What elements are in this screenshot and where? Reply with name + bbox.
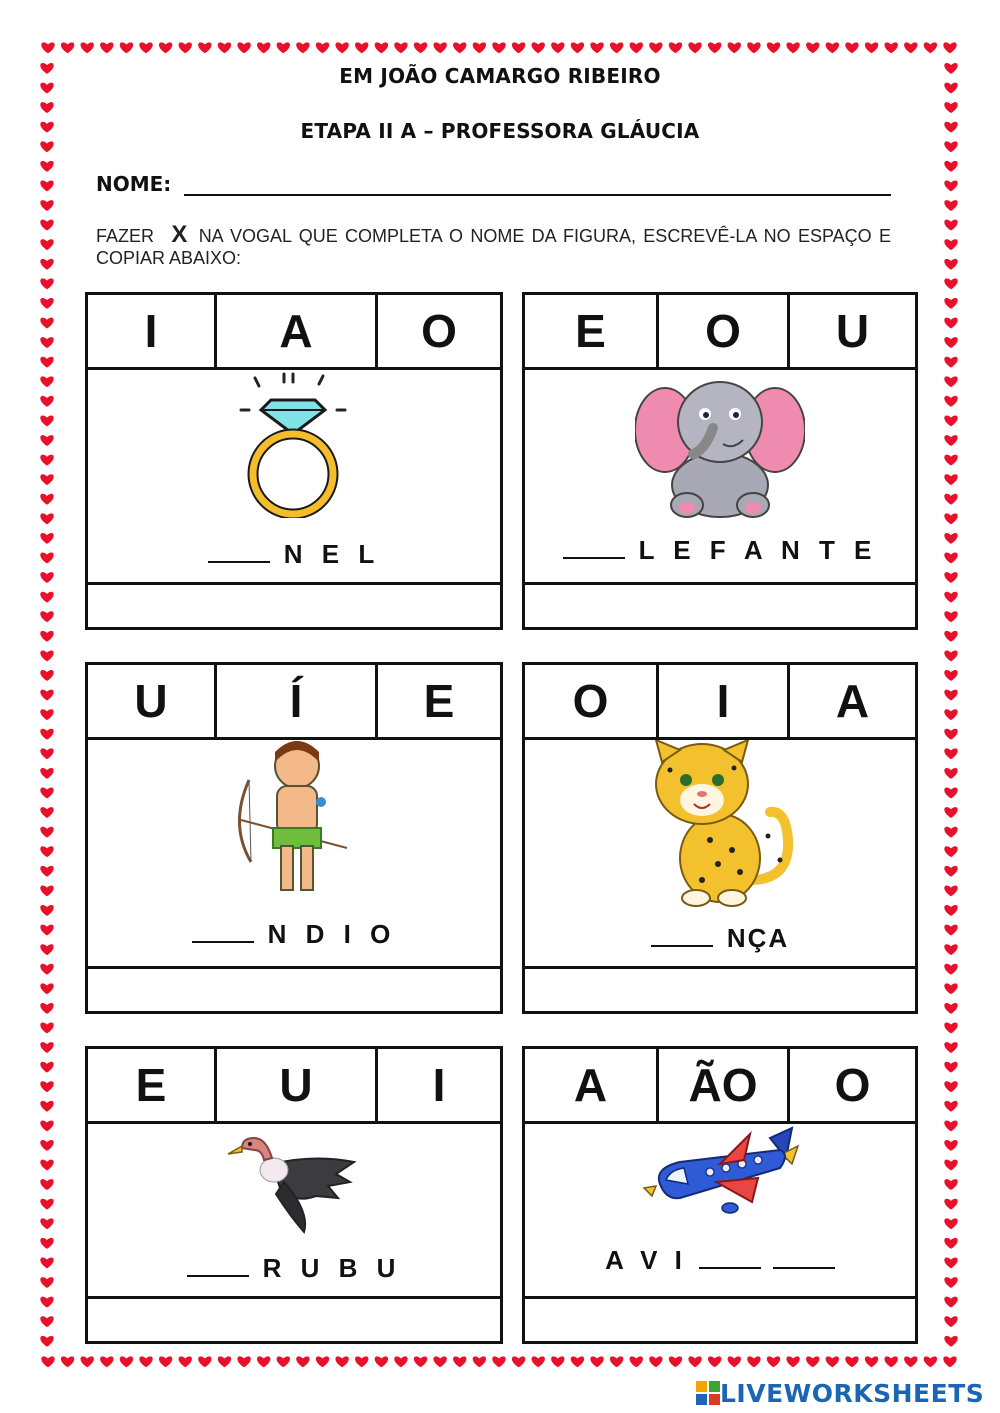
heart-icon bbox=[40, 376, 53, 387]
heart-icon bbox=[40, 748, 53, 759]
ring-picture bbox=[88, 370, 500, 518]
vowel-option[interactable]: O bbox=[572, 675, 609, 727]
heart-icon bbox=[394, 42, 407, 53]
heart-icon bbox=[40, 278, 53, 289]
liveworksheets-watermark bbox=[696, 1378, 996, 1408]
heart-icon bbox=[532, 42, 545, 53]
vowel-option[interactable]: U bbox=[787, 295, 915, 367]
heart-icon bbox=[40, 768, 53, 779]
jaguar-picture bbox=[525, 740, 915, 910]
vowel-option[interactable]: E bbox=[375, 665, 500, 737]
heart-icon bbox=[40, 611, 53, 622]
heart-icon bbox=[944, 474, 957, 485]
heart-icon bbox=[944, 866, 957, 877]
heart-icon bbox=[944, 1081, 957, 1092]
answer-blank[interactable] bbox=[563, 537, 625, 559]
heart-icon bbox=[649, 42, 662, 53]
heart-icon bbox=[473, 42, 486, 53]
heart-icon bbox=[944, 376, 957, 387]
heart-icon bbox=[944, 455, 957, 466]
heart-icon bbox=[610, 1356, 623, 1367]
vowel-option[interactable]: O bbox=[656, 295, 787, 367]
instruction-text bbox=[96, 221, 891, 269]
heart-icon bbox=[198, 42, 211, 53]
heart-icon bbox=[944, 1042, 957, 1053]
heart-icon bbox=[944, 572, 957, 583]
heart-icon bbox=[532, 1356, 545, 1367]
word-airplane bbox=[525, 1245, 915, 1276]
name-row bbox=[96, 172, 891, 200]
heart-icon bbox=[767, 42, 780, 53]
heart-icon bbox=[826, 1356, 839, 1367]
heart-icon bbox=[944, 788, 957, 799]
heart-icon bbox=[708, 42, 721, 53]
heart-icon bbox=[40, 533, 53, 544]
liveworksheets-logo-icon bbox=[696, 1381, 720, 1405]
heart-icon bbox=[944, 827, 957, 838]
heart-icon bbox=[806, 42, 819, 53]
heart-icon bbox=[40, 1218, 53, 1229]
heart-icon bbox=[944, 709, 957, 720]
ring-icon bbox=[219, 370, 369, 518]
heart-icon bbox=[198, 1356, 211, 1367]
heart-icon bbox=[944, 1199, 957, 1210]
heart-icon bbox=[944, 1160, 957, 1171]
heart-icon bbox=[414, 42, 427, 53]
heart-icon bbox=[728, 42, 741, 53]
heart-icon bbox=[845, 1356, 858, 1367]
heart-icon bbox=[277, 42, 290, 53]
copy-box[interactable] bbox=[525, 966, 915, 1011]
heart-icon bbox=[944, 1277, 957, 1288]
heart-icon bbox=[296, 42, 309, 53]
heart-icon bbox=[571, 42, 584, 53]
heart-icon bbox=[40, 239, 53, 250]
heart-icon bbox=[40, 650, 53, 661]
heart-icon bbox=[944, 944, 957, 955]
word-part: N D I O bbox=[267, 919, 397, 949]
heart-icon bbox=[40, 1160, 53, 1171]
heart-icon bbox=[453, 1356, 466, 1367]
heart-icon bbox=[159, 42, 172, 53]
heart-icon bbox=[40, 455, 53, 466]
heart-icon bbox=[492, 1356, 505, 1367]
exercise-card-elephant bbox=[522, 292, 918, 630]
heart-icon bbox=[159, 1356, 172, 1367]
heart-icon bbox=[944, 1316, 957, 1327]
heart-icon bbox=[944, 846, 957, 857]
exercise-card-indio bbox=[85, 662, 503, 1014]
answer-blank[interactable] bbox=[192, 921, 254, 943]
heart-icon bbox=[630, 1356, 643, 1367]
heart-icon bbox=[40, 1101, 53, 1112]
heart-icon bbox=[375, 1356, 388, 1367]
heart-icon bbox=[747, 1356, 760, 1367]
heart-icon bbox=[40, 1081, 53, 1092]
jaguar-icon bbox=[640, 740, 800, 910]
heart-icon bbox=[944, 1238, 957, 1249]
heart-icon bbox=[40, 1297, 53, 1308]
heart-icon bbox=[40, 220, 53, 231]
heart-icon bbox=[944, 533, 957, 544]
word-part: N E L bbox=[283, 539, 381, 569]
word-indio bbox=[88, 919, 500, 950]
answer-blank-2[interactable] bbox=[773, 1247, 835, 1269]
heart-icon bbox=[316, 42, 329, 53]
heart-icon bbox=[944, 1179, 957, 1190]
heart-icon bbox=[81, 1356, 94, 1367]
heart-icon bbox=[865, 42, 878, 53]
heart-icon bbox=[944, 768, 957, 779]
copy-box[interactable] bbox=[88, 582, 500, 627]
heart-icon bbox=[40, 944, 53, 955]
heart-icon bbox=[944, 1258, 957, 1269]
heart-icon bbox=[492, 42, 505, 53]
heart-icon bbox=[355, 1356, 368, 1367]
vowel-options bbox=[525, 665, 915, 740]
heart-icon bbox=[218, 42, 231, 53]
heart-icon bbox=[473, 1356, 486, 1367]
heart-icon bbox=[40, 592, 53, 603]
heart-icon bbox=[40, 513, 53, 524]
heart-icon bbox=[40, 631, 53, 642]
heart-icon bbox=[944, 494, 957, 505]
heart-icon bbox=[806, 1356, 819, 1367]
heart-icon bbox=[669, 42, 682, 53]
heart-icon bbox=[512, 42, 525, 53]
heart-icon bbox=[40, 357, 53, 368]
heart-icon bbox=[40, 846, 53, 857]
heart-icon bbox=[904, 42, 917, 53]
heart-icon bbox=[414, 1356, 427, 1367]
heart-icon bbox=[649, 1356, 662, 1367]
indigenous-boy-icon bbox=[229, 740, 359, 900]
heart-icon bbox=[944, 337, 957, 348]
vowel-option[interactable]: A bbox=[787, 665, 915, 737]
heart-icon bbox=[40, 729, 53, 740]
heart-icon bbox=[40, 553, 53, 564]
vowel-options bbox=[525, 295, 915, 370]
heart-icon bbox=[884, 1356, 897, 1367]
heart-icon bbox=[944, 1023, 957, 1034]
heart-icon bbox=[944, 650, 957, 661]
heart-icon bbox=[944, 729, 957, 740]
heart-icon bbox=[40, 827, 53, 838]
heart-icon bbox=[571, 1356, 584, 1367]
heart-icon bbox=[669, 1356, 682, 1367]
heart-icon bbox=[630, 42, 643, 53]
heart-icon bbox=[845, 42, 858, 53]
heart-icon bbox=[943, 42, 956, 53]
heart-icon bbox=[610, 42, 623, 53]
exercise-card-jaguar bbox=[522, 662, 918, 1014]
instruction-part-2: NA VOGAL QUE COMPLETA O NOME DA FIGURA, ESCREVÊ-LA NO ESPAÇO E COPIAR ABAIXO: bbox=[96, 226, 891, 268]
heart-icon bbox=[40, 925, 53, 936]
heart-icon bbox=[924, 42, 937, 53]
copy-box[interactable] bbox=[88, 966, 500, 1011]
heart-icon bbox=[865, 1356, 878, 1367]
heart-icon bbox=[40, 885, 53, 896]
heart-icon bbox=[335, 1356, 348, 1367]
heart-icon bbox=[944, 200, 957, 211]
heart-icon bbox=[944, 298, 957, 309]
heart-icon bbox=[316, 1356, 329, 1367]
heart-icon bbox=[40, 337, 53, 348]
answer-blank[interactable] bbox=[208, 541, 270, 563]
heart-icon bbox=[944, 259, 957, 270]
heart-icon bbox=[40, 1316, 53, 1327]
heart-icon bbox=[257, 42, 270, 53]
heart-icon bbox=[40, 180, 53, 191]
heart-icon bbox=[40, 1199, 53, 1210]
heart-icon bbox=[747, 42, 760, 53]
heart-icon bbox=[237, 1356, 250, 1367]
heart-icon bbox=[944, 611, 957, 622]
answer-blank[interactable] bbox=[651, 925, 713, 947]
heart-icon bbox=[944, 964, 957, 975]
heart-icon bbox=[944, 925, 957, 936]
heart-icon bbox=[40, 807, 53, 818]
vowel-options bbox=[88, 665, 500, 740]
heart-icon bbox=[767, 1356, 780, 1367]
heart-icon bbox=[944, 670, 957, 681]
word-ring bbox=[88, 539, 500, 570]
watermark-text: LIVEWORKSHEETS bbox=[720, 1378, 985, 1408]
airplane-picture bbox=[525, 1124, 915, 1224]
heart-icon bbox=[944, 161, 957, 172]
heart-icon bbox=[944, 690, 957, 701]
heart-icon bbox=[296, 1356, 309, 1367]
heart-icon bbox=[61, 42, 74, 53]
vowel-option[interactable]: I bbox=[375, 1049, 500, 1121]
heart-icon bbox=[100, 42, 113, 53]
vowel-option[interactable]: A bbox=[573, 1059, 608, 1111]
heart-icon bbox=[944, 1140, 957, 1151]
heart-icon bbox=[40, 102, 53, 113]
heart-icon bbox=[944, 513, 957, 524]
heart-icon bbox=[179, 42, 192, 53]
answer-blank[interactable] bbox=[699, 1247, 761, 1269]
heart-icon bbox=[904, 1356, 917, 1367]
instruction-part-1: FAZER bbox=[96, 226, 155, 246]
elephant-picture bbox=[525, 370, 915, 520]
heart-icon bbox=[944, 983, 957, 994]
vowel-option[interactable]: E bbox=[575, 305, 606, 357]
answer-blank[interactable] bbox=[187, 1255, 249, 1277]
heart-icon bbox=[40, 905, 53, 916]
heart-icon bbox=[61, 1356, 74, 1367]
airplane-icon bbox=[640, 1124, 800, 1224]
heart-icon bbox=[512, 1356, 525, 1367]
heart-icon bbox=[40, 670, 53, 681]
heart-icon bbox=[944, 1120, 957, 1131]
copy-box[interactable] bbox=[525, 582, 915, 627]
vowel-options bbox=[88, 295, 500, 370]
heart-icon bbox=[40, 1003, 53, 1014]
heart-icon bbox=[944, 180, 957, 191]
heart-icon bbox=[40, 1042, 53, 1053]
heart-icon bbox=[551, 1356, 564, 1367]
word-part: A V I bbox=[605, 1245, 687, 1275]
heart-icon bbox=[944, 905, 957, 916]
heart-icon bbox=[590, 1356, 603, 1367]
heart-icon bbox=[944, 553, 957, 564]
vowel-option[interactable]: U bbox=[134, 675, 168, 727]
heart-icon bbox=[40, 494, 53, 505]
heart-icon bbox=[40, 1120, 53, 1131]
vowel-option[interactable]: A bbox=[214, 295, 375, 367]
vowel-option[interactable]: O bbox=[787, 1049, 915, 1121]
heart-icon bbox=[257, 1356, 270, 1367]
heart-icon bbox=[688, 42, 701, 53]
heart-icon bbox=[100, 1356, 113, 1367]
heart-icon bbox=[944, 748, 957, 759]
word-part: L E F A N T E bbox=[638, 535, 878, 565]
heart-icon bbox=[120, 42, 133, 53]
heart-icon bbox=[688, 1356, 701, 1367]
heart-icon bbox=[40, 788, 53, 799]
heart-icon bbox=[944, 885, 957, 896]
heart-icon bbox=[944, 631, 957, 642]
heart-icon bbox=[551, 42, 564, 53]
word-jaguar bbox=[525, 923, 915, 954]
heart-icon bbox=[943, 1356, 956, 1367]
heart-icon bbox=[944, 1003, 957, 1014]
heart-icon bbox=[120, 1356, 133, 1367]
heart-icon bbox=[433, 42, 446, 53]
heart-icon bbox=[40, 1140, 53, 1151]
heart-icon bbox=[40, 866, 53, 877]
heart-icon bbox=[944, 807, 957, 818]
heart-icon bbox=[40, 318, 53, 329]
heart-icon bbox=[944, 1336, 957, 1347]
vowel-option[interactable]: U bbox=[214, 1049, 375, 1121]
heart-icon bbox=[944, 1062, 957, 1073]
heart-icon bbox=[40, 474, 53, 485]
copy-box[interactable] bbox=[88, 1296, 500, 1341]
heart-icon bbox=[944, 415, 957, 426]
heart-icon bbox=[40, 435, 53, 446]
vowel-option[interactable]: Í bbox=[214, 665, 375, 737]
exercise-card-vulture bbox=[85, 1046, 503, 1344]
heart-icon bbox=[237, 42, 250, 53]
heart-icon bbox=[433, 1356, 446, 1367]
heart-icon bbox=[40, 964, 53, 975]
heart-icon bbox=[41, 42, 54, 53]
heart-icon bbox=[40, 1277, 53, 1288]
heart-icon bbox=[40, 259, 53, 270]
heart-icon bbox=[944, 102, 957, 113]
heart-icon bbox=[944, 318, 957, 329]
heart-icon bbox=[335, 42, 348, 53]
school-name: EM JOÃO CAMARGO RIBEIRO bbox=[339, 64, 661, 88]
vowel-option[interactable]: ÃO bbox=[656, 1049, 787, 1121]
heart-icon bbox=[139, 42, 152, 53]
exercise-card-airplane bbox=[522, 1046, 918, 1344]
heart-icon bbox=[944, 220, 957, 231]
word-part: NÇA bbox=[726, 923, 790, 953]
heart-icon bbox=[944, 396, 957, 407]
indigenous-boy-picture bbox=[88, 740, 500, 900]
heart-icon bbox=[40, 1023, 53, 1034]
copy-box[interactable] bbox=[525, 1296, 915, 1341]
heart-icon bbox=[40, 983, 53, 994]
heart-icon bbox=[944, 435, 957, 446]
heart-icon bbox=[944, 1297, 957, 1308]
heart-icon bbox=[355, 42, 368, 53]
heart-icon bbox=[139, 1356, 152, 1367]
heart-icon bbox=[944, 592, 957, 603]
heart-icon bbox=[179, 1356, 192, 1367]
heart-icon bbox=[40, 1258, 53, 1269]
heart-icon bbox=[40, 161, 53, 172]
heart-icon bbox=[786, 42, 799, 53]
heart-icon bbox=[40, 415, 53, 426]
heart-icon bbox=[40, 690, 53, 701]
word-vulture bbox=[88, 1253, 500, 1284]
vowel-options bbox=[88, 1049, 500, 1124]
heart-icon bbox=[40, 1062, 53, 1073]
heart-icon bbox=[40, 1336, 53, 1347]
heart-icon bbox=[826, 42, 839, 53]
heart-icon bbox=[40, 396, 53, 407]
vulture-icon bbox=[224, 1124, 364, 1234]
vowel-option[interactable]: O bbox=[375, 295, 500, 367]
vowel-option[interactable]: I bbox=[144, 305, 158, 357]
heart-icon bbox=[41, 1356, 54, 1367]
heart-icon bbox=[40, 709, 53, 720]
heart-icon bbox=[375, 42, 388, 53]
heart-icon bbox=[218, 1356, 231, 1367]
heart-icon bbox=[40, 1238, 53, 1249]
heart-icon bbox=[394, 1356, 407, 1367]
heart-icon bbox=[944, 357, 957, 368]
heart-icon bbox=[277, 1356, 290, 1367]
heart-icon bbox=[944, 239, 957, 250]
vowel-option[interactable]: I bbox=[656, 665, 787, 737]
heart-icon bbox=[590, 42, 603, 53]
name-label: NOME: bbox=[96, 172, 172, 196]
heart-icon bbox=[40, 200, 53, 211]
elephant-icon bbox=[635, 370, 805, 520]
heart-icon bbox=[708, 1356, 721, 1367]
heart-icon bbox=[944, 1218, 957, 1229]
heart-icon bbox=[944, 1101, 957, 1112]
word-elephant bbox=[525, 535, 915, 566]
heart-icon bbox=[40, 1179, 53, 1190]
heart-icon bbox=[81, 42, 94, 53]
heart-icon bbox=[728, 1356, 741, 1367]
name-input-line[interactable] bbox=[184, 194, 891, 196]
vulture-picture bbox=[88, 1124, 500, 1234]
x-mark: X bbox=[171, 221, 188, 248]
class-teacher-title: ETAPA II A – PROFESSORA GLÁUCIA bbox=[300, 119, 700, 143]
vowel-option[interactable]: E bbox=[135, 1059, 167, 1111]
word-part: R U B U bbox=[262, 1253, 402, 1283]
heart-icon bbox=[40, 572, 53, 583]
heart-icon bbox=[924, 1356, 937, 1367]
heart-icon bbox=[944, 278, 957, 289]
heart-icon bbox=[453, 42, 466, 53]
exercise-card-ring bbox=[85, 292, 503, 630]
vowel-options bbox=[525, 1049, 915, 1124]
heart-icon bbox=[884, 42, 897, 53]
heart-icon bbox=[40, 298, 53, 309]
heart-icon bbox=[786, 1356, 799, 1367]
